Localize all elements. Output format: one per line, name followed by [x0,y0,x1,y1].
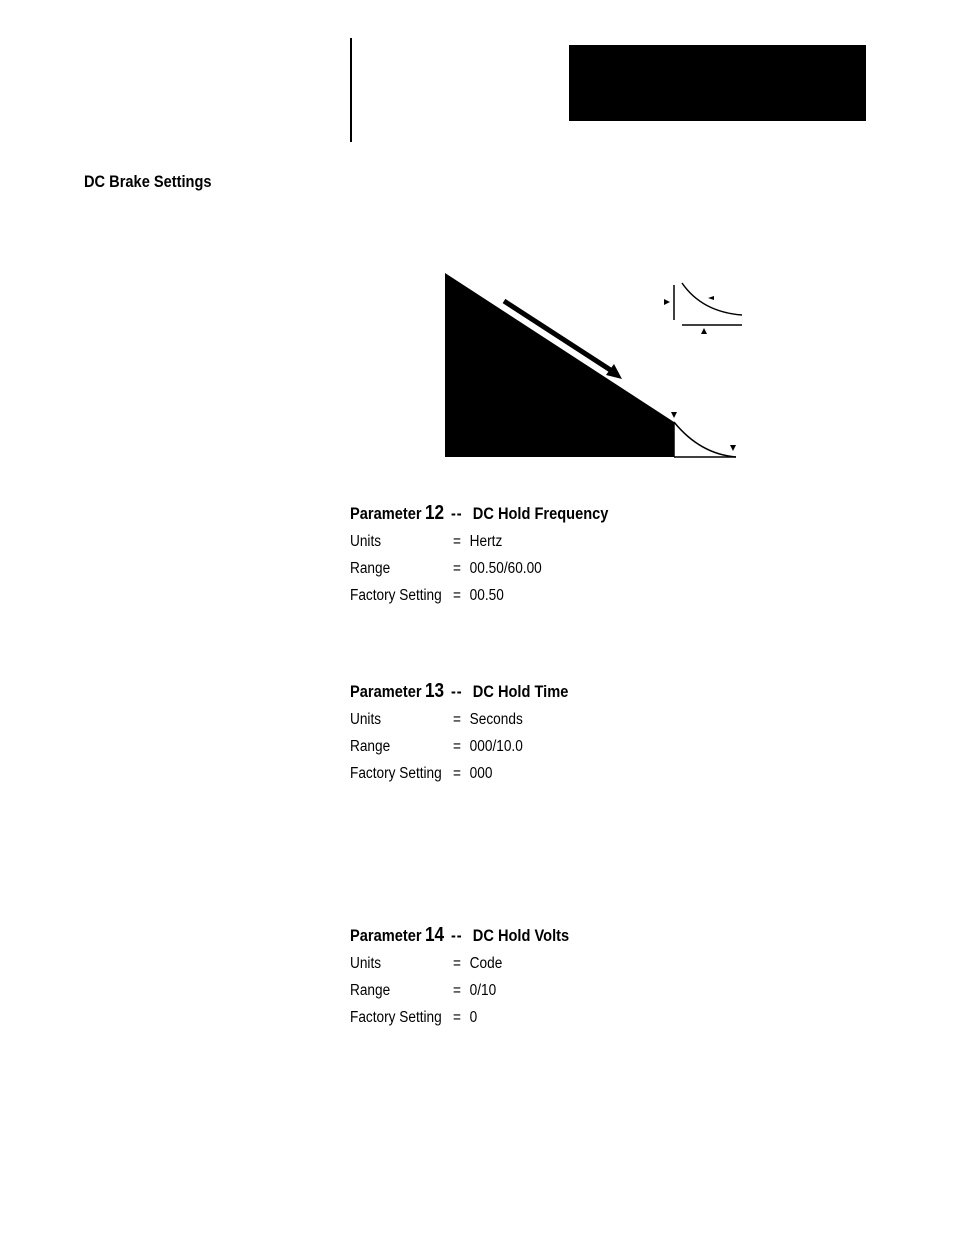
row-value: 000 [469,765,493,782]
row-equals: = [452,1009,461,1026]
header-black-box [569,45,866,121]
row-label: Factory Setting [350,587,442,604]
row-value: 00.50/60.00 [469,560,542,577]
parameter-number: 12 [424,502,445,524]
param-row-range [350,982,772,1009]
decel-ramp [445,273,674,457]
param-row-factory-setting [350,587,772,614]
row-value: 000/10.0 [469,738,523,755]
row-value: 0 [469,1009,478,1026]
param-row-units [350,955,772,982]
inset-curve-marker [708,296,714,300]
row-equals: = [452,982,461,999]
hold-end-marker [730,445,736,451]
row-label: Units [350,955,382,972]
header-vertical-rule [350,38,352,142]
row-equals: = [452,765,461,782]
row-label: Units [350,711,382,728]
row-equals: = [452,560,461,577]
row-equals: = [452,711,461,728]
hold-start-marker [671,412,677,418]
inset-left-marker [664,299,670,305]
dc-brake-diagram [440,268,750,463]
inset-base-marker [701,328,707,334]
row-value: 0/10 [469,982,497,999]
row-label: Range [350,738,391,755]
row-equals: = [452,738,461,755]
param-row-factory-setting [350,765,772,792]
row-value: Seconds [469,711,523,728]
parameter-dash: -- [450,504,463,523]
row-equals: = [452,533,461,550]
parameter-dash: -- [450,926,463,945]
row-label: Factory Setting [350,1009,442,1026]
row-value: 00.50 [469,587,504,604]
row-value: Hertz [469,533,503,550]
param-row-units [350,711,772,738]
parameter-14-block [350,924,830,1036]
parameter-number: 14 [424,924,445,946]
row-equals: = [452,587,461,604]
row-label: Range [350,982,391,999]
parameter-name: DC Hold Volts [472,926,570,945]
row-label: Factory Setting [350,765,442,782]
hold-region-curve [674,422,736,457]
parameter-number: 13 [424,680,445,702]
parameter-label: Parameter [350,682,422,701]
row-equals: = [452,955,461,972]
parameter-name: DC Hold Time [472,682,569,701]
row-label: Units [350,533,382,550]
parameter-name: DC Hold Frequency [472,504,609,523]
row-value: Code [469,955,503,972]
row-label: Range [350,560,391,577]
param-row-factory-setting [350,1009,772,1036]
parameter-heading [350,502,763,526]
parameter-heading [350,680,763,704]
parameter-13-block [350,680,830,792]
parameter-heading [350,924,763,948]
param-row-range [350,738,772,765]
param-row-units [350,533,772,560]
section-title: DC Brake Settings [84,172,212,191]
parameter-dash: -- [450,682,463,701]
param-row-range [350,560,772,587]
parameter-12-block [350,502,830,614]
parameter-label: Parameter [350,504,422,523]
parameter-label: Parameter [350,926,422,945]
